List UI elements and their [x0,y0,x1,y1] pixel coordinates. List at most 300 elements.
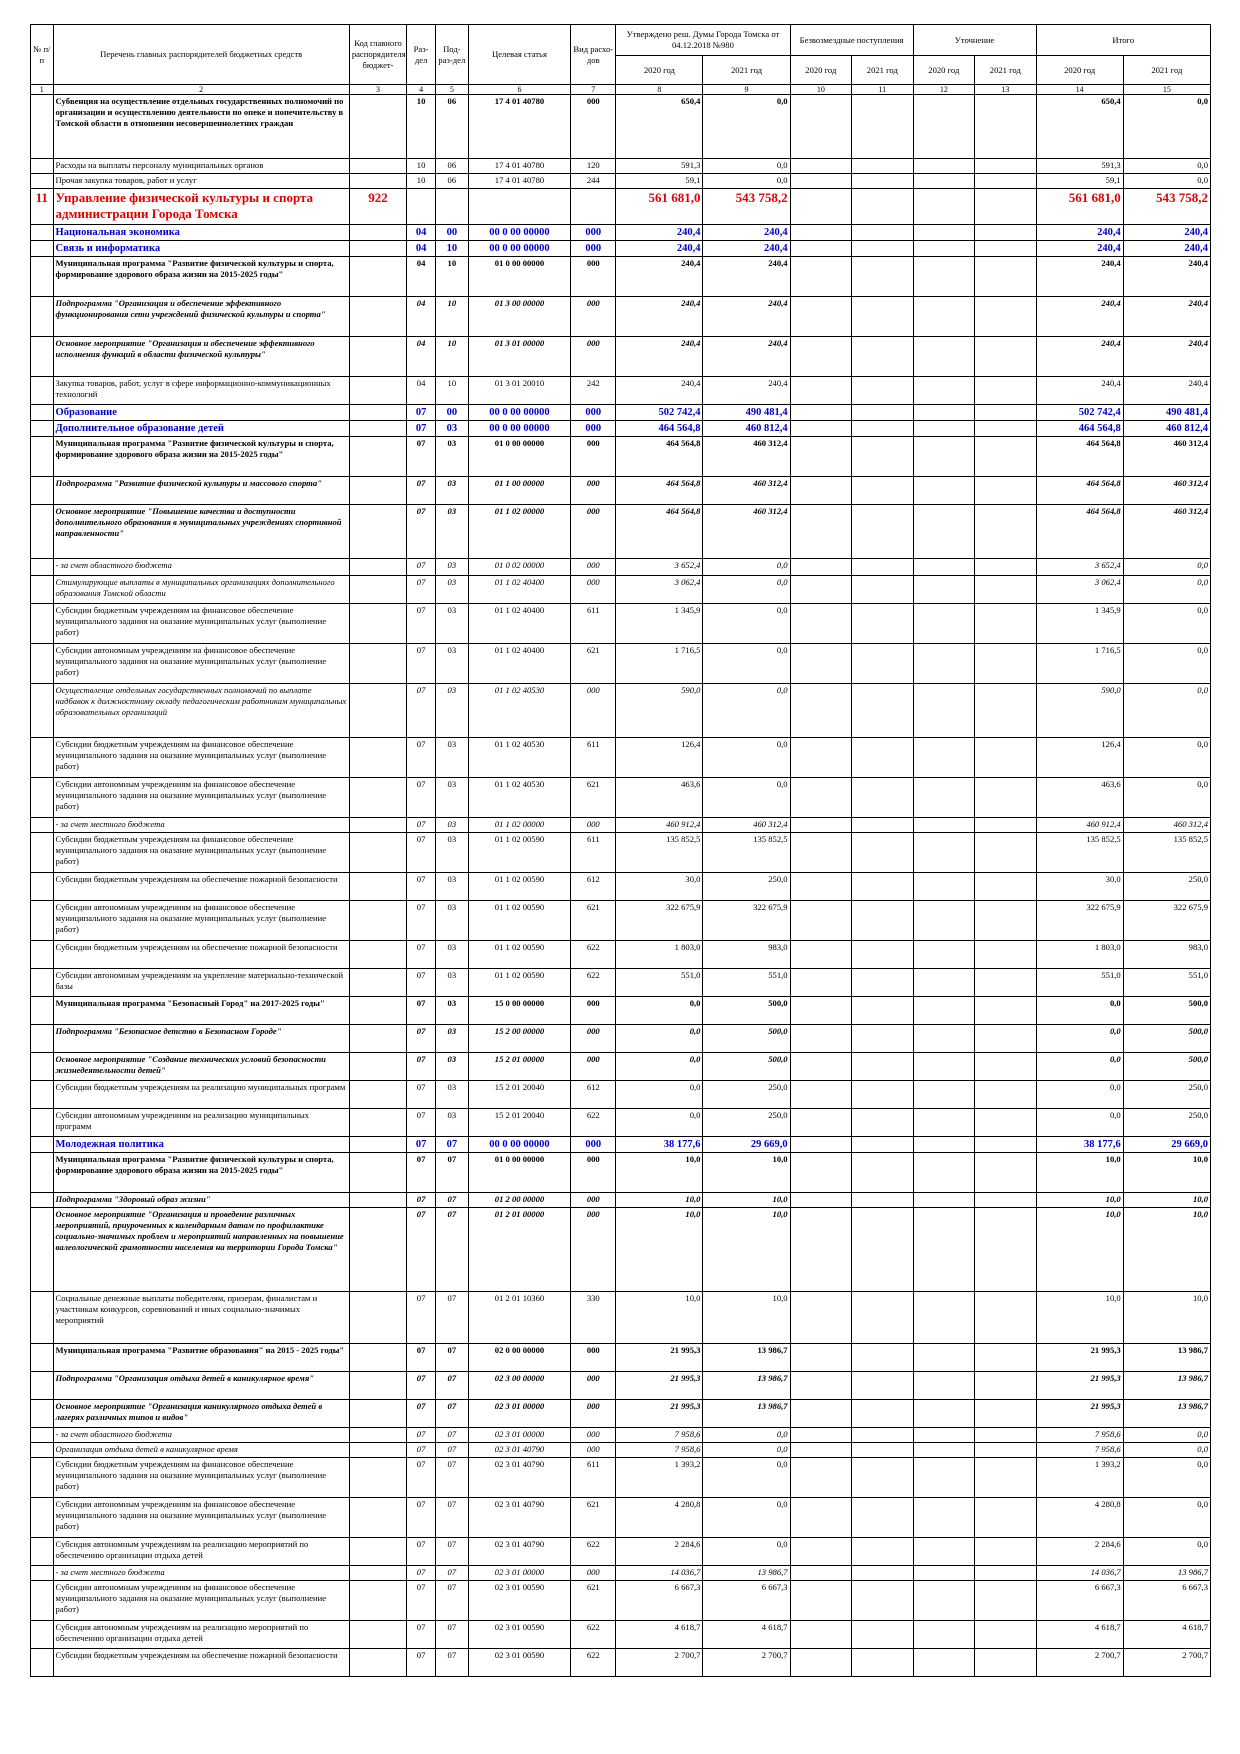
section-code: 07 [407,1025,436,1053]
clarify-2021 [975,1498,1037,1538]
row-number [31,297,54,337]
recipient-name: Подпрограмма "Безопасное детство в Безопасном Городе" [53,1025,349,1053]
total-2020: 3 062,4 [1036,576,1123,604]
approved-2021: 500,0 [703,997,790,1025]
gratis-2021 [852,1498,914,1538]
section-code: 04 [407,377,436,405]
recipient-code [349,644,406,684]
total-2020: 502 742,4 [1036,405,1123,421]
row-number [31,1193,54,1208]
recipient-code [349,241,406,257]
approved-2021: 460 312,4 [703,818,790,833]
clarify-2020 [913,437,975,477]
table-row [31,1498,1211,1538]
total-2021: 0,0 [1123,1538,1210,1566]
clarify-2020 [913,1081,975,1109]
clarify-2021 [975,644,1037,684]
section-code: 07 [407,477,436,505]
total-2020: 1 393,2 [1036,1458,1123,1498]
approved-2021: 0,0 [703,604,790,644]
col-number: 11 [852,85,914,95]
total-2021: 460 812,4 [1123,421,1210,437]
approved-2020: 6 667,3 [616,1581,703,1621]
target-article: 02 3 01 00590 [468,1581,571,1621]
recipient-name: Подпрограмма "Развитие физической культуры и массового спорта" [53,477,349,505]
row-number [31,901,54,941]
total-2020: 59,1 [1036,174,1123,189]
section-code: 10 [407,174,436,189]
col-number: 9 [703,85,790,95]
gratis-2020 [790,174,852,189]
gratis-2021 [852,297,914,337]
gratis-2020 [790,576,852,604]
gratis-2021 [852,901,914,941]
gratis-2021 [852,778,914,818]
recipient-name: Прочая закупка товаров, работ и услуг [53,174,349,189]
clarify-2020 [913,1581,975,1621]
clarify-2020 [913,873,975,901]
approved-2020: 551,0 [616,969,703,997]
gratis-2021 [852,1538,914,1566]
approved-2020: 561 681,0 [616,189,703,225]
gratis-2021 [852,1208,914,1292]
recipient-code [349,1458,406,1498]
table-row [31,1025,1211,1053]
recipient-name: Субвенция на осуществление отдельных государственных полномочий по организации и осуществлению деятельности по опеке и попечительству в Томской области в отношении несовершеннолетних граждан [53,95,349,159]
expense-type: 000 [571,559,616,576]
recipient-code [349,505,406,559]
approved-2021: 4 618,7 [703,1621,790,1649]
recipient-code [349,159,406,174]
section-code: 07 [407,969,436,997]
approved-2020: 0,0 [616,1109,703,1137]
total-2021: 0,0 [1123,1498,1210,1538]
target-article: 01 1 02 00590 [468,833,571,873]
col-header-gratis: Безвозмездные поступления [790,25,913,56]
recipient-name: Связь и информатика [53,241,349,257]
clarify-2021 [975,1153,1037,1193]
row-number [31,1649,54,1677]
section-code: 07 [407,1621,436,1649]
approved-2021: 0,0 [703,159,790,174]
row-number [31,1081,54,1109]
approved-2021: 0,0 [703,1428,790,1443]
target-article: 00 0 00 00000 [468,241,571,257]
recipient-name: Субсидии автономным учреждениям на финансовое обеспечение муниципального задания на оказание муниципальных услуг (выполнение работ) [53,1581,349,1621]
section-code: 07 [407,997,436,1025]
section-code: 07 [407,559,436,576]
subsection-code: 03 [435,437,468,477]
clarify-2021 [975,941,1037,969]
budget-table [30,24,1211,1677]
expense-type: 244 [571,174,616,189]
expense-type: 611 [571,1458,616,1498]
approved-2020: 21 995,3 [616,1344,703,1372]
recipient-code [349,1137,406,1153]
clarify-2020 [913,174,975,189]
expense-type: 611 [571,833,616,873]
approved-2021: 500,0 [703,1053,790,1081]
approved-2021: 322 675,9 [703,901,790,941]
target-article: 02 3 00 00000 [468,1372,571,1400]
gratis-2021 [852,1428,914,1443]
table-row [31,505,1211,559]
clarify-2021 [975,159,1037,174]
subsection-code: 07 [435,1208,468,1292]
approved-2021: 2 700,7 [703,1649,790,1677]
expense-type: 622 [571,1649,616,1677]
subsection-code: 07 [435,1137,468,1153]
total-2020: 0,0 [1036,1081,1123,1109]
approved-2020: 463,6 [616,778,703,818]
gratis-2020 [790,1081,852,1109]
col-number: 6 [468,85,571,95]
row-number [31,1025,54,1053]
total-2021: 0,0 [1123,644,1210,684]
subsection-code: 07 [435,1400,468,1428]
total-2020: 463,6 [1036,778,1123,818]
gratis-2020 [790,95,852,159]
total-2020: 10,0 [1036,1292,1123,1344]
gratis-2021 [852,1458,914,1498]
total-2020: 1 803,0 [1036,941,1123,969]
col-number: 7 [571,85,616,95]
table-row [31,225,1211,241]
expense-type: 120 [571,159,616,174]
gratis-2020 [790,257,852,297]
recipient-name: Основное мероприятие "Организация каникулярного отдыха детей в лагерях различных типов и видов" [53,1400,349,1428]
approved-2021: 490 481,4 [703,405,790,421]
target-article: 01 0 00 00000 [468,1153,571,1193]
subsection-code: 07 [435,1538,468,1566]
clarify-2021 [975,1208,1037,1292]
col-number: 13 [975,85,1037,95]
recipient-code [349,997,406,1025]
expense-type: 000 [571,576,616,604]
approved-2020: 650,4 [616,95,703,159]
year-2020: 2020 год [790,56,852,85]
target-article: 00 0 00 00000 [468,1137,571,1153]
row-number [31,818,54,833]
row-number [31,833,54,873]
recipient-code [349,1649,406,1677]
row-number [31,95,54,159]
approved-2020: 464 564,8 [616,477,703,505]
approved-2021: 0,0 [703,1443,790,1458]
subsection-code: 07 [435,1344,468,1372]
approved-2021: 240,4 [703,377,790,405]
target-article: 01 1 00 00000 [468,477,571,505]
expense-type: 000 [571,1400,616,1428]
table-row [31,997,1211,1025]
recipient-name: Подпрограмма "Организация отдыха детей в каникулярное время" [53,1372,349,1400]
table-row [31,257,1211,297]
recipient-name: Муниципальная программа "Развитие физической культуры и спорта, формирование здорового образа жизни на 2015-2025 годы" [53,1153,349,1193]
gratis-2020 [790,1581,852,1621]
clarify-2021 [975,95,1037,159]
recipient-code [349,225,406,241]
recipient-name: - за счет местного бюджета [53,1566,349,1581]
gratis-2021 [852,833,914,873]
target-article: 02 3 01 00590 [468,1649,571,1677]
approved-2021: 250,0 [703,1109,790,1137]
approved-2020: 502 742,4 [616,405,703,421]
recipient-name: Национальная экономика [53,225,349,241]
section-code: 04 [407,337,436,377]
approved-2020: 464 564,8 [616,505,703,559]
clarify-2021 [975,1649,1037,1677]
subsection-code: 10 [435,257,468,297]
clarify-2021 [975,1292,1037,1344]
gratis-2021 [852,159,914,174]
gratis-2021 [852,1372,914,1400]
expense-type: 000 [571,337,616,377]
recipient-code [349,1081,406,1109]
recipient-name: Субсидии бюджетным учреждениям на финансовое обеспечение муниципального задания на оказание муниципальных услуг (выполнение работ) [53,833,349,873]
gratis-2020 [790,684,852,738]
col-header-target-article: Целевая статья [468,25,571,85]
expense-type: 000 [571,1025,616,1053]
row-number [31,604,54,644]
total-2020: 551,0 [1036,969,1123,997]
subsection-code: 03 [435,833,468,873]
clarify-2021 [975,818,1037,833]
approved-2021: 0,0 [703,174,790,189]
target-article: 01 1 02 40530 [468,778,571,818]
clarify-2020 [913,1025,975,1053]
approved-2021: 240,4 [703,257,790,297]
table-row [31,337,1211,377]
col-header-number: № п/п [31,25,54,85]
clarify-2020 [913,1372,975,1400]
total-2020: 10,0 [1036,1208,1123,1292]
section-code [407,189,436,225]
clarify-2020 [913,941,975,969]
recipient-code [349,818,406,833]
table-row [31,576,1211,604]
total-2021: 0,0 [1123,1458,1210,1498]
gratis-2020 [790,505,852,559]
row-number [31,505,54,559]
recipient-name: Образование [53,405,349,421]
subsection-code: 03 [435,997,468,1025]
recipient-name: - за счет областного бюджета [53,559,349,576]
section-code: 07 [407,738,436,778]
recipient-name: Субсидия автономным учреждениям на реализацию мероприятий по обеспечению организации отдыха детей [53,1621,349,1649]
subsection-code: 06 [435,174,468,189]
section-code: 07 [407,1109,436,1137]
gratis-2020 [790,604,852,644]
recipient-code [349,576,406,604]
row-number [31,1498,54,1538]
section-code: 07 [407,941,436,969]
total-2020: 4 280,8 [1036,1498,1123,1538]
gratis-2020 [790,1344,852,1372]
gratis-2021 [852,95,914,159]
expense-type: 242 [571,377,616,405]
recipient-code [349,297,406,337]
expense-type: 000 [571,477,616,505]
expense-type: 612 [571,1081,616,1109]
recipient-code [349,778,406,818]
gratis-2020 [790,437,852,477]
table-row [31,477,1211,505]
clarify-2020 [913,377,975,405]
recipient-name: Субсидии бюджетным учреждениям на обеспечение пожарной безопасности [53,1649,349,1677]
target-article: 01 0 02 00000 [468,559,571,576]
gratis-2021 [852,604,914,644]
subsection-code: 03 [435,901,468,941]
approved-2020: 1 393,2 [616,1458,703,1498]
subsection-code: 07 [435,1428,468,1443]
table-row [31,437,1211,477]
col-number: 8 [616,85,703,95]
clarify-2020 [913,1344,975,1372]
approved-2021: 0,0 [703,644,790,684]
gratis-2021 [852,997,914,1025]
gratis-2021 [852,1193,914,1208]
clarify-2021 [975,997,1037,1025]
section-code: 04 [407,297,436,337]
target-article: 01 1 02 00590 [468,941,571,969]
gratis-2021 [852,377,914,405]
table-row [31,604,1211,644]
approved-2020: 10,0 [616,1208,703,1292]
total-2021: 0,0 [1123,559,1210,576]
header-row [31,25,1211,56]
clarify-2020 [913,576,975,604]
table-row [31,1538,1211,1566]
total-2020: 591,3 [1036,159,1123,174]
recipient-name: Основное мероприятие "Повышение качества и доступности дополнительного образования в муниципальных учреждениях спортивной направленности" [53,505,349,559]
gratis-2021 [852,576,914,604]
clarify-2020 [913,257,975,297]
approved-2020: 1 345,9 [616,604,703,644]
row-number [31,1208,54,1292]
approved-2020: 590,0 [616,684,703,738]
clarify-2020 [913,1053,975,1081]
recipient-code [349,477,406,505]
col-header-total: Итого [1036,25,1210,56]
table-row [31,684,1211,738]
total-2021: 0,0 [1123,174,1210,189]
expense-type: 611 [571,604,616,644]
row-number [31,225,54,241]
clarify-2021 [975,1621,1037,1649]
gratis-2021 [852,1053,914,1081]
table-row [31,189,1211,225]
approved-2020: 7 958,6 [616,1428,703,1443]
section-code: 07 [407,1458,436,1498]
approved-2020: 7 958,6 [616,1443,703,1458]
approved-2021: 13 986,7 [703,1344,790,1372]
approved-2021: 543 758,2 [703,189,790,225]
section-code: 07 [407,1292,436,1344]
expense-type: 621 [571,644,616,684]
approved-2021: 0,0 [703,684,790,738]
gratis-2020 [790,297,852,337]
total-2020: 126,4 [1036,738,1123,778]
table-row [31,778,1211,818]
recipient-code: 922 [349,189,406,225]
subsection-code: 10 [435,337,468,377]
total-2021: 551,0 [1123,969,1210,997]
clarify-2021 [975,1443,1037,1458]
gratis-2020 [790,833,852,873]
total-2021: 543 758,2 [1123,189,1210,225]
section-code: 07 [407,1153,436,1193]
year-2021: 2021 год [975,56,1037,85]
section-code: 04 [407,241,436,257]
clarify-2020 [913,1292,975,1344]
row-number: 11 [31,189,54,225]
gratis-2021 [852,477,914,505]
approved-2020: 0,0 [616,997,703,1025]
row-number [31,405,54,421]
table-row [31,1649,1211,1677]
gratis-2021 [852,818,914,833]
approved-2020: 10,0 [616,1193,703,1208]
table-row [31,941,1211,969]
recipient-code [349,1538,406,1566]
recipient-name: Субсидии автономным учреждениям на финансовое обеспечение муниципального задания на оказание муниципальных услуг (выполнение работ) [53,644,349,684]
row-number [31,257,54,297]
section-code: 07 [407,604,436,644]
section-code: 07 [407,1344,436,1372]
gratis-2020 [790,405,852,421]
gratis-2020 [790,818,852,833]
total-2020: 322 675,9 [1036,901,1123,941]
approved-2020: 21 995,3 [616,1400,703,1428]
approved-2021: 29 669,0 [703,1137,790,1153]
expense-type: 000 [571,1137,616,1153]
clarify-2020 [913,1621,975,1649]
target-article: 01 1 02 40400 [468,604,571,644]
approved-2020: 135 852,5 [616,833,703,873]
section-code: 07 [407,1053,436,1081]
target-article: 15 2 01 20040 [468,1081,571,1109]
clarify-2021 [975,1081,1037,1109]
recipient-name: Муниципальная программа "Развитие образования" на 2015 - 2025 годы" [53,1344,349,1372]
expense-type: 000 [571,1344,616,1372]
clarify-2020 [913,684,975,738]
recipient-name: - за счет местного бюджета [53,818,349,833]
target-article: 02 3 01 00000 [468,1566,571,1581]
year-2021: 2021 год [703,56,790,85]
target-article: 15 2 00 00000 [468,1025,571,1053]
gratis-2020 [790,997,852,1025]
subsection-code: 03 [435,873,468,901]
approved-2020: 0,0 [616,1053,703,1081]
clarify-2021 [975,901,1037,941]
gratis-2021 [852,337,914,377]
subsection-code: 07 [435,1581,468,1621]
total-2021: 240,4 [1123,241,1210,257]
total-2021: 500,0 [1123,1025,1210,1053]
recipient-code [349,257,406,297]
clarify-2020 [913,1208,975,1292]
target-article: 02 3 01 00000 [468,1428,571,1443]
row-number [31,644,54,684]
expense-type: 000 [571,1443,616,1458]
recipient-code [349,1053,406,1081]
approved-2020: 240,4 [616,337,703,377]
approved-2020: 3 652,4 [616,559,703,576]
row-number [31,778,54,818]
total-2021: 10,0 [1123,1292,1210,1344]
clarify-2021 [975,778,1037,818]
recipient-name: Субсидии бюджетным учреждениям на обеспечение пожарной безопасности [53,941,349,969]
